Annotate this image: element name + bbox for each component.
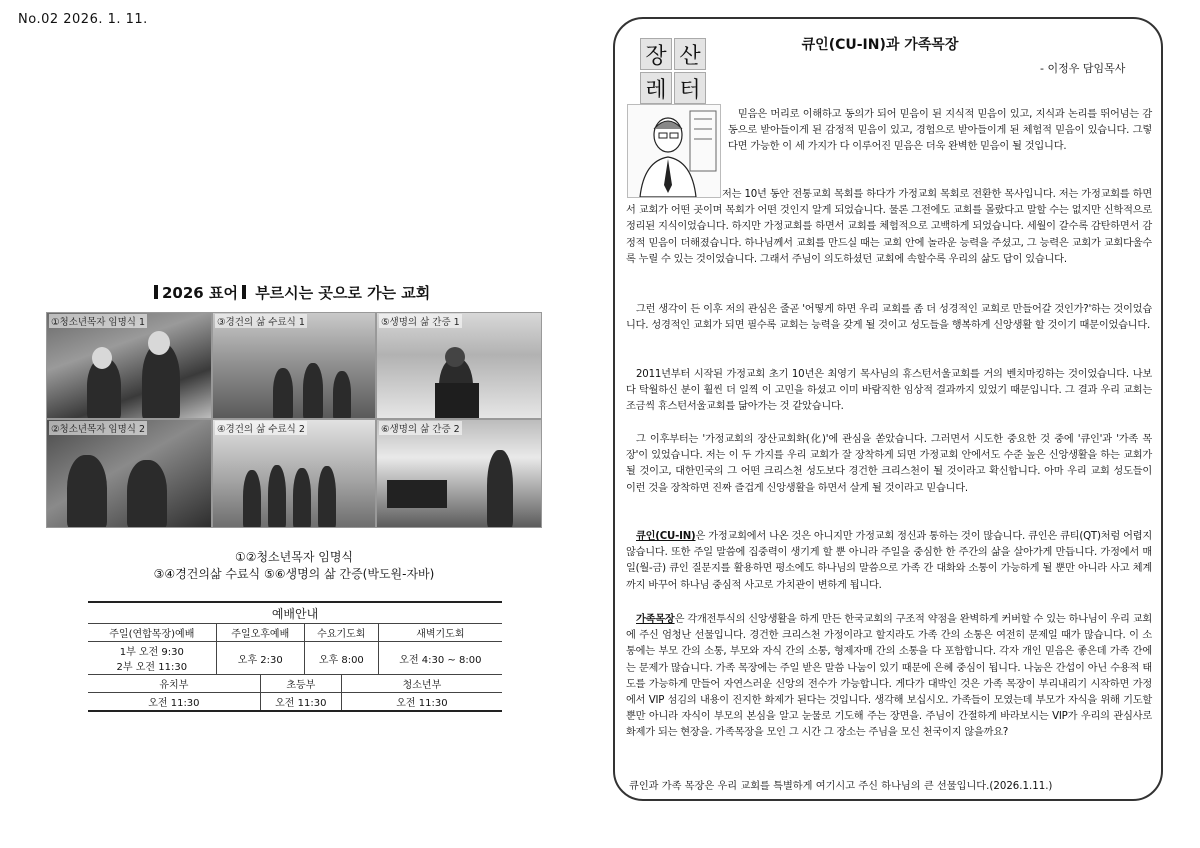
worship-time-line: 2부 오전 11:30 — [116, 662, 188, 673]
column-paragraph: 저는 10년 동안 전통교회 목회를 하다가 가정교회 목회로 전환한 목사입니다. 저는 가정교회를 하면서 교회가 어떤 곳이며 목회가 어떤 것인지 알게 되었습니다. 물론 그전에도 교회를 몰랐다고 말할 수는 없지만 신학적으로 정리된 지식이었습니다. 하지만 가정교회를 하면서 교회를 체험적으로 고백하게 되었습니다. 세월이 갈수록 감탄하면서 감정적 믿음이 더해졌습니다. 하나님께서 교회를 만드실 때는 교회 안에 놀라운 능력을 주셨고, 그 능력은 교회가 교회다울수록 누릴 수 있는 것이었습니다. 그래서 주님이 의도하셨던 교회에 속할수록 우리의 삶도 답이 있습니다. — [626, 189, 1152, 265]
dept-header: 청소년부 — [341, 675, 502, 693]
person-figure — [127, 460, 167, 528]
column-closing: 큐인과 가족 목장은 우리 교회를 특별하게 여기시고 주신 하나님의 큰 선물입니다.(2026.1.11.) — [629, 781, 1053, 792]
person-figure — [293, 468, 311, 528]
person-figure — [303, 363, 323, 419]
dept-header: 초등부 — [260, 675, 341, 693]
column-badge-char: 장 — [640, 38, 672, 70]
worship-header: 수요기도회 — [304, 624, 378, 642]
photo-caption: ④경건의 삶 수료식 2 — [215, 421, 307, 435]
person-head — [445, 347, 465, 367]
photo-devotion-graduation-2 — [212, 419, 376, 528]
motto-text: 부르시는 곳으로 가는 교회 — [255, 284, 431, 302]
person-figure — [67, 455, 107, 528]
motto-year: 2026 표어 — [162, 284, 238, 302]
person-figure — [333, 371, 351, 419]
worship-time: 오후 8:00 — [304, 642, 378, 675]
photo-caption-line: ③④경건의삶 수료식 ⑤⑥생명의 삶 간증(박도원-자바) — [153, 567, 435, 581]
person-figure — [243, 470, 261, 528]
worship-schedule-table — [88, 601, 502, 712]
column-paragraph — [626, 529, 1152, 594]
worship-time: 오전 4:30 ~ 8:00 — [378, 642, 502, 675]
photo-caption: ⑤생명의 삶 간증 1 — [379, 314, 462, 328]
worship-header: 주일오후예배 — [216, 624, 304, 642]
pastor-portrait — [627, 104, 721, 198]
column-author: - 이정우 담임목사 — [1040, 62, 1126, 75]
worship-table-title: 예배안내 — [88, 602, 502, 624]
dept-header: 유치부 — [88, 675, 260, 693]
worship-header: 새벽기도회 — [378, 624, 502, 642]
paragraph-text: 은 각개전투식의 신앙생활을 하게 만든 한국교회의 구조적 약점을 완벽하게 커버할 수 있는 하나님이 우리 교회에 주신 엄청난 선물입니다. 경건한 크리스천 가정이라고 할지라도 가족 간의 소통은 여전히 문제일 때가 많습니다. 이 소통에는 부모 간의 소통, 부모와 자식 간의 소통, 형제자매 간의 소통을 다 포함합니다. 각자 개인 믿음은 좋은데 가족 간에는 문제가 많습니다. 가족 목장에는 주일 받은 말씀 나눔이 있기 때문에 은혜 중심이 됩니다. 나눔은 간섭이 아닌 수용적 태도를 가능하게 만들어 자연스러운 신앙의 전수가 가능합니다. 게다가 대박인 것은 가족 목장이 부리내리기 시작하면 가정에서 VIP 섬김의 내용이 진지한 화제가 된다는 것입니다. 생각해 보십시오. 가족들이 모였는데 부모가 자식을 위해 기도할 뿐만 아니라 자식이 부모의 본심을 알고 눈물로 기도해 주는 장면을. 주님이 간절하게 바라보시는 VIP가 우리의 관심사로 화제가 되는 현장을. 가족목장을 모인 그 시간 그 장소는 주님을 모신 천국이지 않을까요? — [626, 614, 1152, 739]
photo-grid — [46, 312, 542, 528]
photo-caption: ⑥생명의 삶 간증 2 — [379, 421, 462, 435]
photo-caption: ①청소년목자 임명식 1 — [49, 314, 147, 328]
person-figure — [273, 368, 293, 419]
column-title: 큐인(CU-IN)과 가족목장 — [801, 37, 959, 53]
person-figure — [268, 465, 286, 528]
dept-time: 오전 11:30 — [341, 693, 502, 712]
paragraph-text: 은 가정교회에서 나온 것은 아니지만 가정교회 정신과 통하는 것이 많습니다. 큐인은 큐티(QT)처럼 어렵지 않습니다. 또한 주일 말씀에 집중력이 생기게 할 뿐 아니라 주일을 중심한 한 주간의 삶을 살아가게 만듭니다. 가정에서 매일(월-금) 큐인 질문지를 활용하면 평소에도 하나님의 말씀으로 가족 간 대화와 소통이 가능하게 될 뿐만 아니라 사고 체계까지 바꾸어 하나님 중심적 사고로 가치관이 변하게 됩니다. — [626, 531, 1152, 591]
column-badge-char: 산 — [674, 38, 706, 70]
worship-header: 주일(연합목장)예배 — [88, 624, 216, 642]
piano — [387, 480, 447, 508]
column-badge-char: 레 — [640, 72, 672, 104]
column-paragraph: 2011년부터 시작된 가정교회 초기 10년은 최영기 목사님의 휴스턴서울교회를 거의 벤치마킹하는 것이었습니다. 나보다 탁월하신 분이 훨씬 더 일찍 이 고민을 하셨고 이미 바람직한 임상적 결과까지 있었기 때문입니다. 그 결과 우리 교회는 조금씩 휴스턴서울교회를 닮아가는 것 같았습니다. — [626, 369, 1152, 413]
bar-mark — [154, 285, 158, 299]
pulpit — [435, 383, 479, 419]
motto-heading — [150, 282, 490, 303]
column-paragraph: 그런 생각이 든 이후 저의 관심은 줄곧 '어떻게 하면 우리 교회를 좀 더 성경적인 교회로 만들어갈 것인가?'하는 것이었습니다. 성경적인 교회가 되면 필수록 교회는 능력을 갖게 될 것이고 성도들을 행복하게 신앙생활 할 것이기 때문이었습니다. — [626, 304, 1152, 332]
issue-header: No.02 2026. 1. 11. — [18, 12, 148, 27]
worship-time: 오후 2:30 — [216, 642, 304, 675]
worship-time-line: 1부 오전 9:30 — [119, 647, 184, 658]
worship-time — [88, 642, 216, 675]
keyword-cuin: 큐인(CU-IN) — [636, 531, 696, 542]
column-paragraph: 믿음은 머리로 이해하고 동의가 되어 믿음이 된 지식적 믿음이 있고, 지식과 논리를 뛰어넘는 감동으로 받아들이게 된 감정적 믿음이 있고, 경험으로 받아들이게 된 체험적 믿음이 있습니다. 그렇다면 가능한 이 세 가지가 다 이루어진 믿음은 더욱 완벽한 믿음이 될 것입니다. — [728, 109, 1152, 153]
column-badge-char: 터 — [674, 72, 706, 104]
person-figure — [318, 466, 336, 528]
person-head — [92, 347, 112, 369]
photo-life-testimony-2 — [376, 419, 542, 528]
photo-caption: ②청소년목자 임명식 2 — [49, 421, 147, 435]
column-paragraph: 그 이후부터는 '가정교회의 장산교회화(化)'에 관심을 쏟았습니다. 그러면서 시도한 중요한 것 중에 '큐인'과 '가족 목장'이 있었습니다. 저는 이 두 가지를 우리 교회가 잘 장착하게 되면 가정교회 안에서도 수준 높은 신앙생활을 하는 교회가 될 것이고, 대한민국의 그 어떤 크리스천 성도보다 경건한 크리스천이 될 것이라고 확신합니다. 아마 우리 교회 성도들이 이런 것을 장착하면 진짜 즐겁게 신앙생활을 하면서 살게 될 것이라고 믿습니다. — [626, 434, 1152, 494]
column-paragraph — [626, 612, 1152, 742]
portrait-sketch — [628, 105, 720, 197]
photo-caption-line: ①②청소년목자 임명식 — [234, 550, 354, 564]
photo-youth-leader-2 — [46, 419, 212, 528]
bar-mark — [242, 285, 246, 299]
photo-caption: ③경건의 삶 수료식 1 — [215, 314, 307, 328]
photo-devotion-graduation-1 — [212, 312, 376, 419]
photo-life-testimony-1 — [376, 312, 542, 419]
dept-time: 오전 11:30 — [88, 693, 260, 712]
dept-time: 오전 11:30 — [260, 693, 341, 712]
photo-youth-leader-1 — [46, 312, 212, 419]
keyword-family-mokjang: 가족목장 — [636, 614, 675, 625]
person-figure — [487, 450, 513, 528]
person-head — [148, 331, 170, 355]
